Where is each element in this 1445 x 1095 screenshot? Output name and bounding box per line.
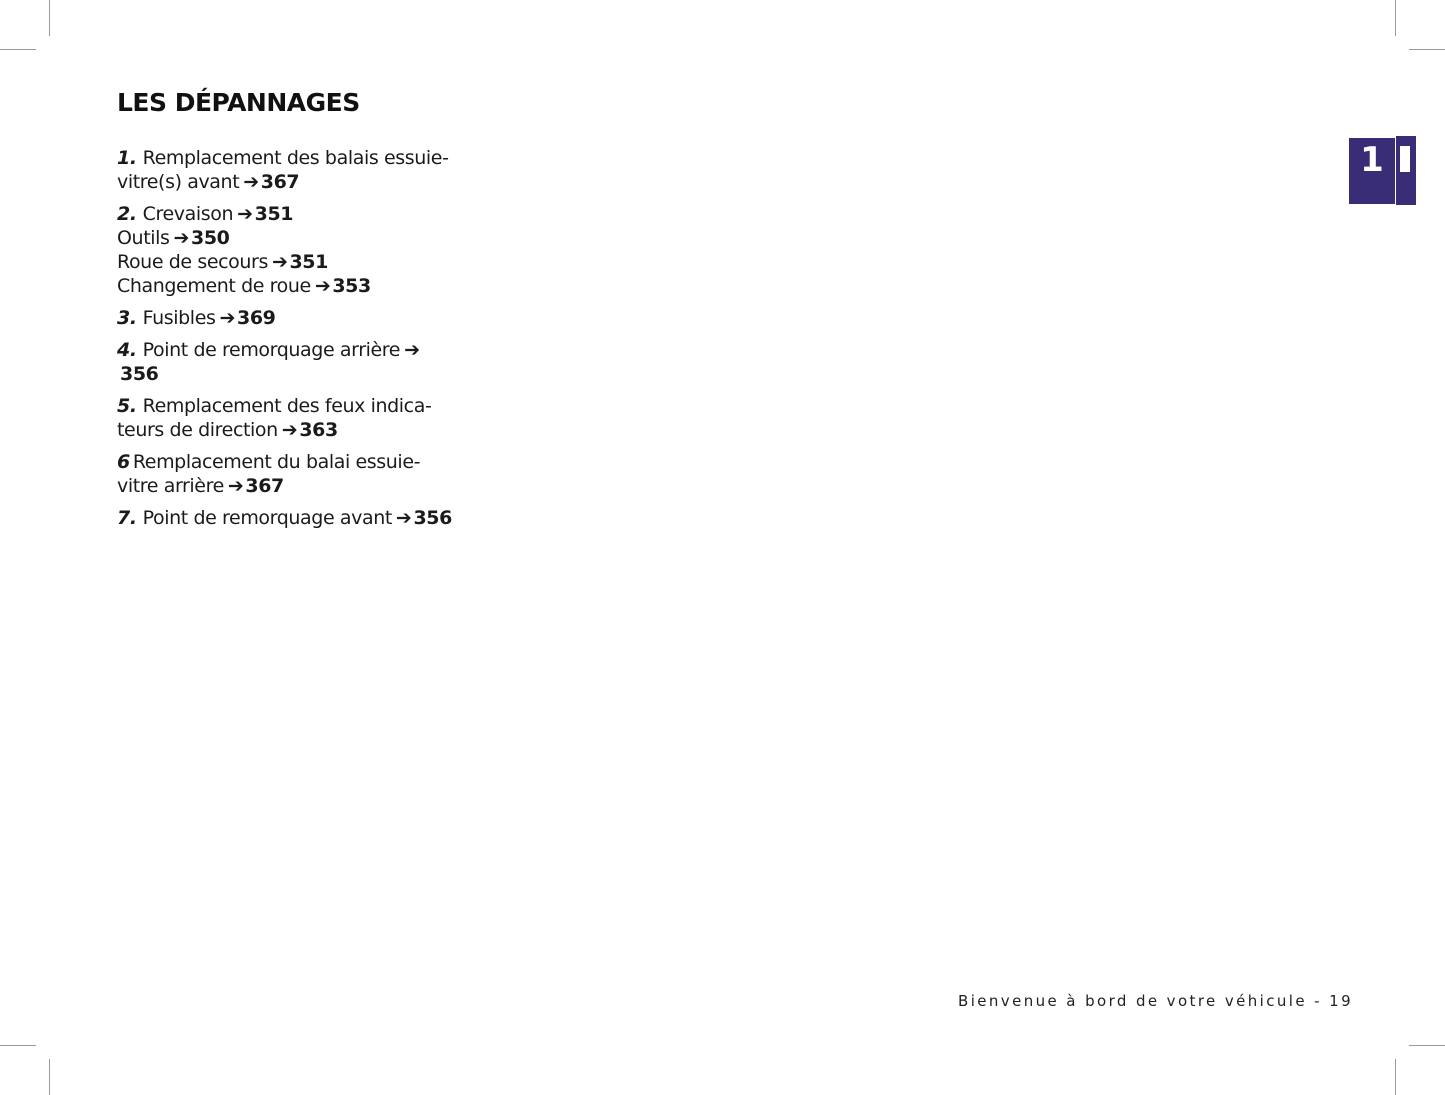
page-reference-link[interactable]: 356 — [413, 507, 452, 529]
entry-text: Fusibles — [142, 307, 216, 329]
page-reference-link[interactable]: 356 — [120, 363, 159, 385]
entry-number: 7. — [117, 507, 137, 529]
entry-number: 1. — [117, 147, 137, 169]
entry-line — [117, 306, 497, 330]
entry-line — [117, 202, 497, 226]
entry-text: teurs de direction — [117, 419, 278, 441]
entry-line — [117, 362, 497, 386]
arrow-right-icon: ➔ — [243, 171, 259, 193]
entry-line — [117, 474, 497, 498]
arrow-right-icon: ➔ — [271, 251, 288, 273]
entry-number: 4. — [117, 339, 137, 361]
entry-number: 6 — [117, 451, 130, 473]
entry-text: Remplacement des feux indica- — [142, 395, 432, 417]
entry-text: Changement de roue — [117, 275, 311, 297]
list-item — [117, 338, 497, 386]
entry-text: Crevaison — [142, 203, 234, 225]
page-reference-link[interactable]: 367 — [260, 171, 300, 193]
entry-number: 5. — [117, 395, 137, 417]
list-item — [117, 506, 497, 530]
page-reference-link[interactable]: 367 — [245, 475, 284, 497]
page-reference-link[interactable]: 350 — [191, 227, 230, 249]
page-title: LES DÉPANNAGES — [117, 88, 360, 117]
troubleshooting-list — [117, 146, 497, 538]
entry-text: Remplacement du balai essuie- — [132, 451, 421, 473]
entry-line — [117, 274, 497, 298]
arrow-right-icon: ➔ — [404, 339, 420, 361]
entry-text: Remplacement des balais essuie- — [142, 147, 449, 169]
crop-mark — [0, 49, 36, 50]
entry-line — [117, 450, 497, 474]
entry-text: Point de remorquage arrière — [142, 339, 401, 361]
list-item — [117, 202, 497, 298]
arrow-right-icon: ➔ — [173, 227, 190, 249]
crop-mark — [1395, 1059, 1396, 1095]
entry-text: Roue de secours — [117, 251, 268, 273]
entry-text: vitre(s) avant — [117, 171, 240, 193]
entry-line — [117, 146, 497, 170]
entry-text: Point de remorquage avant — [142, 507, 392, 529]
entry-text: Outils — [117, 227, 170, 249]
crop-mark — [1409, 49, 1445, 50]
arrow-right-icon: ➔ — [281, 419, 298, 441]
entry-number: 2. — [117, 203, 137, 225]
page-reference-link[interactable]: 363 — [299, 419, 338, 441]
arrow-right-icon: ➔ — [227, 475, 244, 497]
page-reference-link[interactable]: 369 — [237, 307, 276, 329]
arrow-right-icon: ➔ — [237, 203, 253, 225]
list-item — [117, 146, 497, 194]
chapter-tab[interactable]: 1 — [1349, 138, 1395, 204]
arrow-right-icon: ➔ — [219, 307, 236, 329]
crop-mark — [1395, 0, 1396, 36]
entry-number: 3. — [117, 307, 137, 329]
page-reference-link[interactable]: 353 — [332, 275, 371, 297]
entry-line — [117, 226, 497, 250]
arrow-right-icon: ➔ — [395, 507, 412, 529]
entry-line — [117, 338, 497, 362]
entry-line — [117, 250, 497, 274]
crop-mark — [1409, 1045, 1445, 1046]
page-reference-link[interactable]: 351 — [289, 251, 328, 273]
list-item — [117, 306, 497, 330]
list-item — [117, 450, 497, 498]
arrow-right-icon: ➔ — [314, 275, 331, 297]
crop-mark — [49, 1059, 50, 1095]
entry-line — [117, 394, 497, 418]
entry-text: vitre arrière — [117, 475, 224, 497]
page-footer: Bienvenue à bord de votre véhicule - 19 — [958, 992, 1354, 1010]
entry-line — [117, 170, 497, 194]
chapter-tab-notch — [1400, 146, 1410, 172]
crop-mark — [0, 1045, 36, 1046]
page-reference-link[interactable]: 351 — [254, 203, 294, 225]
entry-line — [117, 418, 497, 442]
crop-mark — [49, 0, 50, 36]
entry-line — [117, 506, 497, 530]
list-item — [117, 394, 497, 442]
